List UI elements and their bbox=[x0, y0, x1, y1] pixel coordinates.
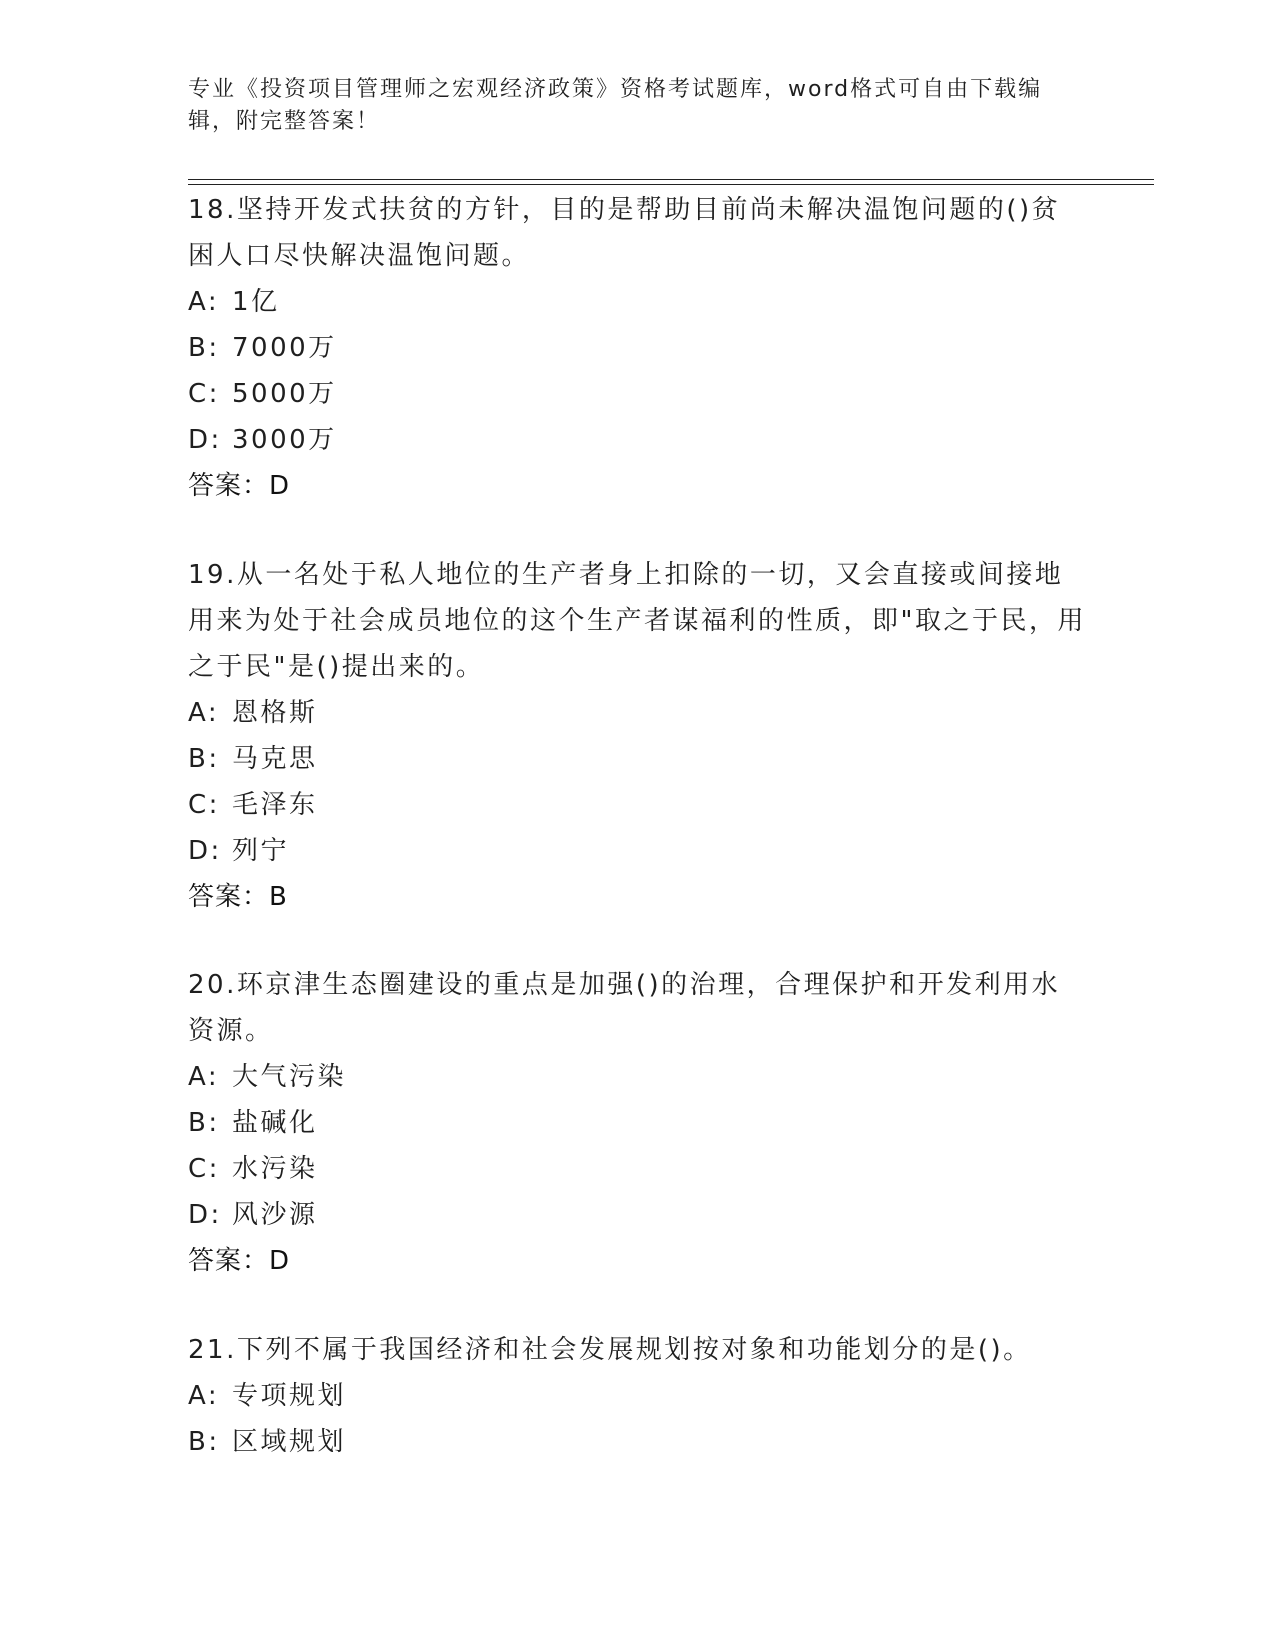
answer-line: 答案：D bbox=[188, 471, 291, 501]
option-text: 3000万 bbox=[232, 425, 337, 455]
option-letter: B: bbox=[188, 1427, 220, 1457]
option-d bbox=[188, 1192, 1088, 1238]
header-divider-top bbox=[188, 179, 1154, 180]
question-stem: 18.坚持开发式扶贫的方针，目的是帮助目前尚未解决温饱问题的()贫困人口尽快解决温饱问题。 bbox=[188, 195, 1061, 271]
option-text: 列宁 bbox=[232, 836, 290, 866]
option-text: 1亿 bbox=[232, 287, 280, 317]
option-text: 风沙源 bbox=[232, 1200, 318, 1230]
option-b bbox=[188, 1419, 1088, 1465]
question-21 bbox=[188, 1327, 1088, 1465]
option-letter: B: bbox=[188, 1108, 220, 1138]
option-letter: A: bbox=[188, 698, 220, 728]
option-text: 区域规划 bbox=[232, 1427, 347, 1457]
option-text: 马克思 bbox=[232, 744, 318, 774]
option-text: 水污染 bbox=[232, 1154, 318, 1184]
option-letter: A: bbox=[188, 287, 220, 317]
option-b bbox=[188, 736, 1088, 782]
option-b bbox=[188, 325, 1088, 371]
question-stem: 19.从一名处于私人地位的生产者身上扣除的一切，又会直接或间接地用来为处于社会成员地位的这个生产者谋福利的性质，即"取之于民，用之于民"是()提出来的。 bbox=[188, 560, 1086, 682]
option-a bbox=[188, 279, 1088, 325]
option-letter: A: bbox=[188, 1062, 220, 1092]
option-letter: D: bbox=[188, 1200, 222, 1230]
question-stem: 21.下列不属于我国经济和社会发展规划按对象和功能划分的是()。 bbox=[188, 1335, 1032, 1365]
option-text: 大气污染 bbox=[232, 1062, 347, 1092]
question-20 bbox=[188, 962, 1088, 1284]
option-text: 毛泽东 bbox=[232, 790, 318, 820]
option-a bbox=[188, 690, 1088, 736]
question-18 bbox=[188, 187, 1088, 509]
option-d bbox=[188, 828, 1088, 874]
option-a bbox=[188, 1373, 1088, 1419]
option-letter: D: bbox=[188, 836, 222, 866]
option-text: 盐碱化 bbox=[232, 1108, 318, 1138]
option-d bbox=[188, 417, 1088, 463]
option-letter: A: bbox=[188, 1381, 220, 1411]
header-divider-bottom bbox=[188, 184, 1154, 185]
option-text: 5000万 bbox=[232, 379, 337, 409]
question-19 bbox=[188, 552, 1088, 920]
option-a bbox=[188, 1054, 1088, 1100]
option-c bbox=[188, 1146, 1088, 1192]
option-c bbox=[188, 371, 1088, 417]
option-letter: C: bbox=[188, 790, 220, 820]
option-c bbox=[188, 782, 1088, 828]
option-letter: D: bbox=[188, 425, 222, 455]
option-letter: B: bbox=[188, 744, 220, 774]
answer-line: 答案：B bbox=[188, 882, 288, 912]
answer-line: 答案：D bbox=[188, 1246, 291, 1276]
option-b bbox=[188, 1100, 1088, 1146]
option-text: 7000万 bbox=[232, 333, 337, 363]
option-text: 专项规划 bbox=[232, 1381, 347, 1411]
option-letter: B: bbox=[188, 333, 220, 363]
option-letter: C: bbox=[188, 379, 220, 409]
document-header: 专业《投资项目管理师之宏观经济政策》资格考试题库，word格式可自由下载编辑，附完整答案！ bbox=[188, 77, 1043, 134]
option-text: 恩格斯 bbox=[232, 698, 318, 728]
option-letter: C: bbox=[188, 1154, 220, 1184]
question-stem: 20.环京津生态圈建设的重点是加强()的治理，合理保护和开发利用水资源。 bbox=[188, 970, 1061, 1046]
